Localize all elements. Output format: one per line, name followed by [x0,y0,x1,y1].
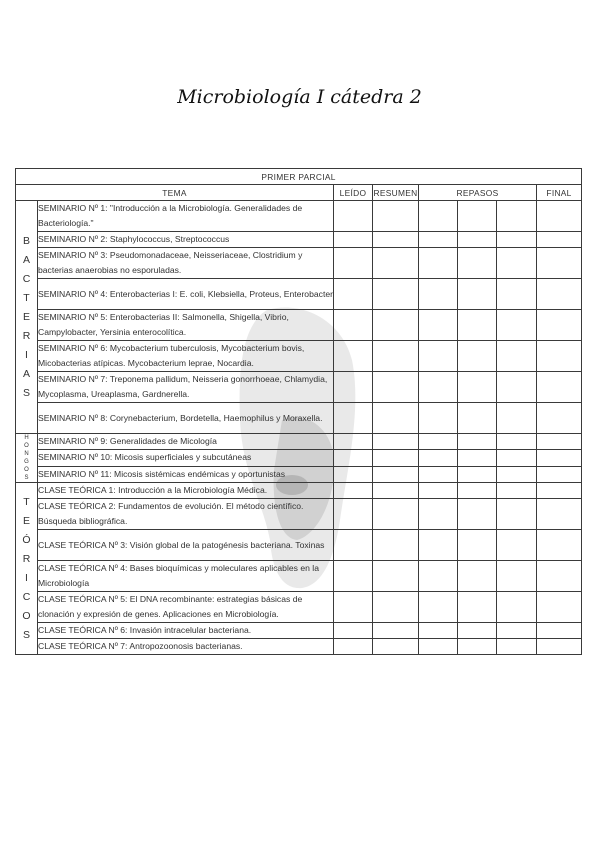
repaso-1-checkbox[interactable] [419,341,458,372]
repaso-3-checkbox[interactable] [497,639,537,655]
category-letter: T [23,291,30,304]
leido-checkbox[interactable] [334,592,373,623]
repaso-1-checkbox[interactable] [419,592,458,623]
repaso-1-checkbox[interactable] [419,450,458,466]
topic-cell: SEMINARIO Nº 1: "Introducción a la Microbiología. Generalidades de Bacteriología." [38,201,334,232]
topic-cell: CLASE TEÓRICA Nº 6: Invasión intracelular bacteriana. [38,623,334,639]
category-letter: N [24,451,29,457]
category-letter: H [24,435,29,441]
category-letter: O [24,467,29,473]
table-row [16,499,582,530]
leido-checkbox[interactable] [334,499,373,530]
category-letter: S [24,475,29,481]
leido-checkbox[interactable] [334,279,373,310]
repaso-1-checkbox[interactable] [419,434,458,450]
col-header-resumen: RESUMEN [373,185,419,201]
topic-cell: CLASE TEÓRICA Nº 3: Visión global de la patogénesis bacteriana. Toxinas [38,530,334,561]
category-letter: C [22,272,31,285]
topic-cell: SEMINARIO Nº 6: Mycobacterium tuberculosis, Mycobacterium bovis, Micobacterias atípicas. Mycobacterium leprae, Nocardia. [38,341,334,372]
repaso-3-checkbox[interactable] [497,450,537,466]
repaso-3-checkbox[interactable] [497,248,537,279]
resumen-checkbox[interactable] [373,499,419,530]
col-header-final: FINAL [537,185,582,201]
category-letter: A [22,367,30,380]
resumen-checkbox[interactable] [373,372,419,403]
topic-cell: CLASE TEÓRICA Nº 5: El DNA recombinante: estrategias básicas de clonación y expresión de genes. Aplicaciones en Microbiología. [38,592,334,623]
repaso-2-checkbox[interactable] [458,341,497,372]
table-row [16,341,582,372]
repaso-2-checkbox[interactable] [458,639,497,655]
section-header: PRIMER PARCIAL [16,169,582,185]
table-row [16,201,582,232]
table-row [16,248,582,279]
repaso-2-checkbox[interactable] [458,592,497,623]
repaso-1-checkbox[interactable] [419,499,458,530]
repaso-3-checkbox[interactable] [497,403,537,434]
table-row [16,623,582,639]
section-header-row [16,169,582,185]
final-checkbox[interactable] [537,248,582,279]
table-row [16,232,582,248]
repaso-1-checkbox[interactable] [419,623,458,639]
resumen-checkbox[interactable] [373,466,419,482]
resumen-checkbox[interactable] [373,434,419,450]
category-letter: I [25,348,28,361]
topic-cell: SEMINARIO Nº 7: Treponema pallidum, Neisseria gonorrhoeae, Chlamydia, Mycoplasma, Ureaplasma, Gardnerella. [38,372,334,403]
repaso-3-checkbox[interactable] [497,561,537,592]
table-row [16,310,582,341]
repaso-1-checkbox[interactable] [419,232,458,248]
repaso-1-checkbox[interactable] [419,483,458,499]
resumen-checkbox[interactable] [373,279,419,310]
repaso-1-checkbox[interactable] [419,279,458,310]
repaso-2-checkbox[interactable] [458,403,497,434]
category-letter: A [22,253,30,266]
resumen-checkbox[interactable] [373,623,419,639]
repaso-2-checkbox[interactable] [458,530,497,561]
repaso-2-checkbox[interactable] [458,310,497,341]
category-label [16,434,38,483]
category-letter: R [22,329,31,342]
leido-checkbox[interactable] [334,530,373,561]
repaso-3-checkbox[interactable] [497,310,537,341]
final-checkbox[interactable] [537,341,582,372]
final-checkbox[interactable] [537,403,582,434]
repaso-3-checkbox[interactable] [497,341,537,372]
leido-checkbox[interactable] [334,561,373,592]
final-checkbox[interactable] [537,434,582,450]
repaso-3-checkbox[interactable] [497,623,537,639]
repaso-3-checkbox[interactable] [497,232,537,248]
final-checkbox[interactable] [537,483,582,499]
table-row [16,530,582,561]
repaso-3-checkbox[interactable] [497,530,537,561]
repaso-2-checkbox[interactable] [458,466,497,482]
table-body [16,201,582,655]
leido-checkbox[interactable] [334,483,373,499]
category-letter: T [23,495,30,508]
category-letter: I [25,571,28,584]
category-letter: G [24,459,29,465]
table-row [16,592,582,623]
table-row [16,279,582,310]
repaso-2-checkbox[interactable] [458,450,497,466]
leido-checkbox[interactable] [334,434,373,450]
repaso-1-checkbox[interactable] [419,372,458,403]
leido-checkbox[interactable] [334,341,373,372]
category-letter: R [22,552,31,565]
leido-checkbox[interactable] [334,310,373,341]
repaso-1-checkbox[interactable] [419,466,458,482]
repaso-2-checkbox[interactable] [458,201,497,232]
resumen-checkbox[interactable] [373,483,419,499]
category-letter: S [22,628,30,641]
repaso-3-checkbox[interactable] [497,499,537,530]
page-title: Microbiología I cátedra 2 [177,86,422,108]
repaso-2-checkbox[interactable] [458,279,497,310]
final-checkbox[interactable] [537,561,582,592]
final-checkbox[interactable] [537,466,582,482]
topic-cell: CLASE TEÓRICA Nº 4: Bases bioquímicas y moleculares aplicables en la Microbiología [38,561,334,592]
topic-cell: CLASE TEÓRICA 1: Introducción a la Microbiología Médica. [38,483,334,499]
leido-checkbox[interactable] [334,450,373,466]
final-checkbox[interactable] [537,530,582,561]
repaso-1-checkbox[interactable] [419,530,458,561]
table-row [16,403,582,434]
resumen-checkbox[interactable] [373,403,419,434]
final-checkbox[interactable] [537,499,582,530]
topic-cell: SEMINARIO Nº 3: Pseudomonadaceae, Neisseriaceae, Clostridium y bacterias anaerobias no esporuladas. [38,248,334,279]
repaso-1-checkbox[interactable] [419,639,458,655]
resumen-checkbox[interactable] [373,341,419,372]
final-checkbox[interactable] [537,279,582,310]
topic-cell: CLASE TEÓRICA Nº 7: Antropozoonosis bacterianas. [38,639,334,655]
repaso-3-checkbox[interactable] [497,201,537,232]
category-letter: B [22,234,30,247]
table-row [16,466,582,482]
table-row [16,639,582,655]
leido-checkbox[interactable] [334,403,373,434]
topic-cell: SEMINARIO Nº 11: Micosis sistémicas endémicas y oportunistas [38,466,334,482]
repaso-3-checkbox[interactable] [497,466,537,482]
final-checkbox[interactable] [537,639,582,655]
repaso-1-checkbox[interactable] [419,310,458,341]
topic-cell: SEMINARIO Nº 9: Generalidades de Micología [38,434,334,450]
topic-cell: SEMINARIO Nº 10: Micosis superficiales y subcutáneas [38,450,334,466]
resumen-checkbox[interactable] [373,248,419,279]
repaso-3-checkbox[interactable] [497,279,537,310]
leido-checkbox[interactable] [334,372,373,403]
topic-cell: CLASE TEÓRICA 2: Fundamentos de evolución. El método científico. Búsqueda bibliográfica. [38,499,334,530]
repaso-1-checkbox[interactable] [419,201,458,232]
final-checkbox[interactable] [537,592,582,623]
final-checkbox[interactable] [537,372,582,403]
repaso-3-checkbox[interactable] [497,372,537,403]
category-letter: C [22,590,31,603]
repaso-1-checkbox[interactable] [419,248,458,279]
table-row [16,450,582,466]
resumen-checkbox[interactable] [373,639,419,655]
category-letter: S [22,386,30,399]
category-letter: O [24,443,29,449]
repaso-2-checkbox[interactable] [458,499,497,530]
leido-checkbox[interactable] [334,639,373,655]
repaso-2-checkbox[interactable] [458,561,497,592]
col-header-leido: LEÍDO [334,185,373,201]
repaso-2-checkbox[interactable] [458,623,497,639]
category-letter: O [22,609,31,622]
repaso-2-checkbox[interactable] [458,434,497,450]
final-checkbox[interactable] [537,232,582,248]
table-row [16,372,582,403]
repaso-3-checkbox[interactable] [497,592,537,623]
leido-checkbox[interactable] [334,232,373,248]
leido-checkbox[interactable] [334,623,373,639]
resumen-checkbox[interactable] [373,450,419,466]
col-header-tema: TEMA [16,185,334,201]
table-row [16,483,582,499]
repaso-1-checkbox[interactable] [419,561,458,592]
resumen-checkbox[interactable] [373,561,419,592]
repaso-2-checkbox[interactable] [458,248,497,279]
resumen-checkbox[interactable] [373,530,419,561]
topic-cell: SEMINARIO Nº 4: Enterobacterias I: E. coli, Klebsiella, Proteus, Enterobacter [38,279,334,310]
leido-checkbox[interactable] [334,248,373,279]
repaso-2-checkbox[interactable] [458,372,497,403]
category-label [16,201,38,434]
topic-cell: SEMINARIO Nº 5: Enterobacterias II: Salmonella, Shigella, Vibrio, Campylobacter, Yersinia enterocolítica. [38,310,334,341]
resumen-checkbox[interactable] [373,232,419,248]
category-label [16,483,38,655]
repaso-2-checkbox[interactable] [458,483,497,499]
repaso-3-checkbox[interactable] [497,483,537,499]
col-header-repasos: REPASOS [419,185,537,201]
resumen-checkbox[interactable] [373,592,419,623]
table-row [16,434,582,450]
final-checkbox[interactable] [537,310,582,341]
leido-checkbox[interactable] [334,466,373,482]
final-checkbox[interactable] [537,450,582,466]
repaso-1-checkbox[interactable] [419,403,458,434]
repaso-3-checkbox[interactable] [497,434,537,450]
topic-cell: SEMINARIO Nº 8: Corynebacterium, Bordetella, Haemophilus y Moraxella. [38,403,334,434]
study-tracker-table [15,168,582,655]
category-letter: Ó [22,533,31,546]
repaso-2-checkbox[interactable] [458,232,497,248]
resumen-checkbox[interactable] [373,201,419,232]
topic-cell: SEMINARIO Nº 2: Staphylococcus, Streptococcus [38,232,334,248]
table-row [16,561,582,592]
leido-checkbox[interactable] [334,201,373,232]
resumen-checkbox[interactable] [373,310,419,341]
category-letter: E [22,514,30,527]
column-header-row [16,185,582,201]
category-letter: E [22,310,30,323]
final-checkbox[interactable] [537,623,582,639]
final-checkbox[interactable] [537,201,582,232]
